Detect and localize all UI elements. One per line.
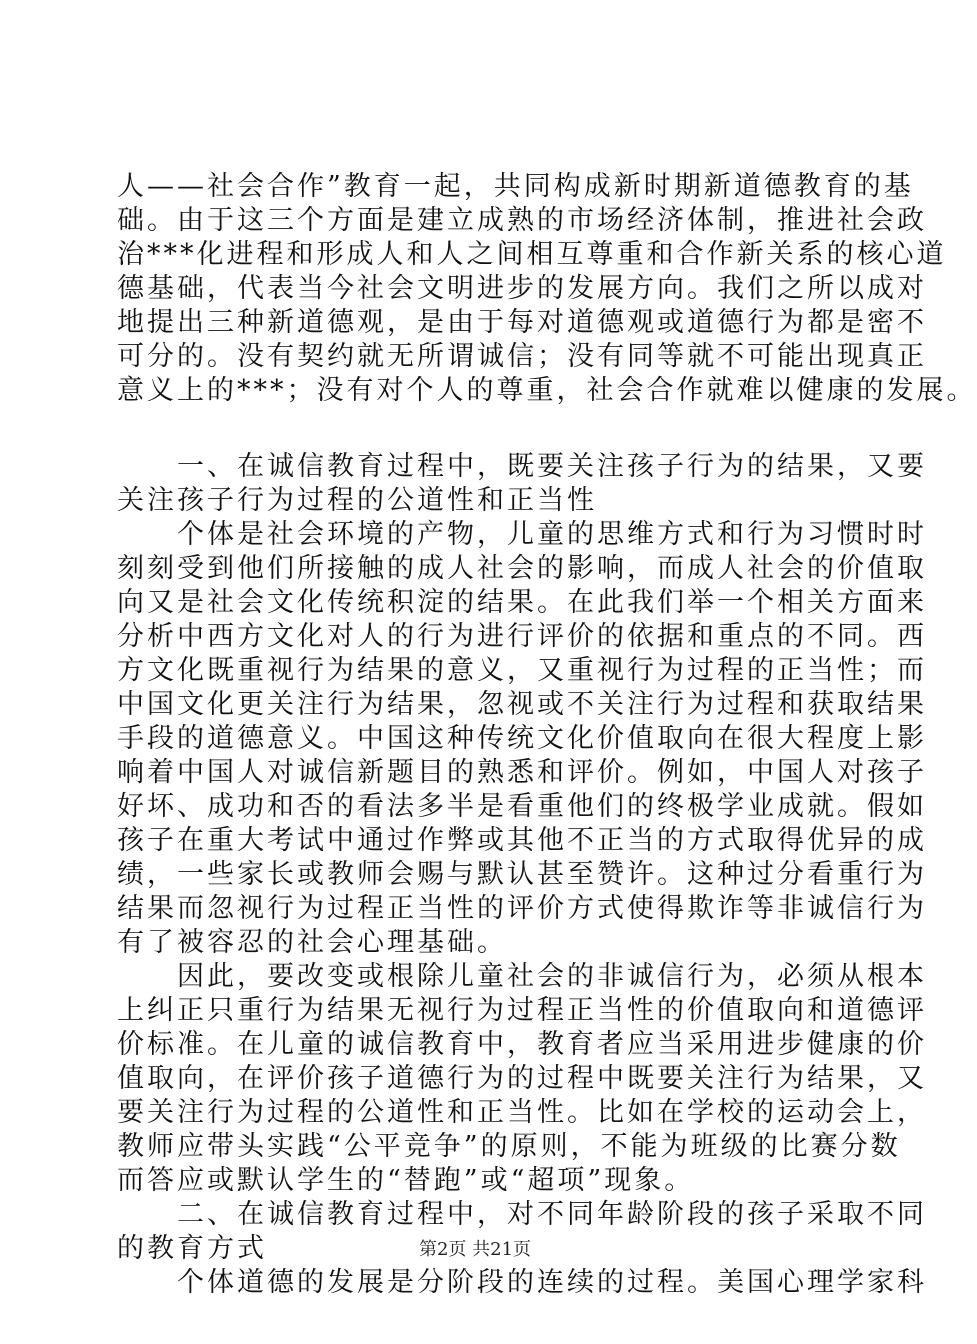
text-line: 价标准。在儿童的诚信教育中，教育者应当采用进步健康的价 xyxy=(117,1029,927,1060)
text-line: 因此，要改变或根除儿童社会的非诚信行为，必须从根本 xyxy=(117,961,927,992)
paragraph-gap xyxy=(117,408,842,450)
text-line: 绩，一些家长或教师会赐与默认甚至赞许。这种过分看重行为 xyxy=(117,859,927,890)
text-line: 教师应带头实践“公平竞争”的原则，不能为班级的比赛分数 xyxy=(117,1131,901,1162)
text-line: 向又是社会文化传统积淀的结果。在此我们举一个相关方面来 xyxy=(117,587,927,618)
text-line: 响着中国人对诚信新题目的熟悉和评价。例如，中国人对孩子 xyxy=(117,757,927,788)
text-line: 结果而忽视行为过程正当性的评价方式使得欺诈等非诚信行为 xyxy=(117,893,927,924)
text-line: 要关注行为过程的公道性和正当性。比如在学校的运动会上， xyxy=(117,1097,927,1128)
text-line: 地提出三种新道德观，是由于每对道德观或道德行为都是密不 xyxy=(117,307,927,338)
text-line: 可分的。没有契约就无所谓诚信；没有同等就不可能出现真正 xyxy=(117,341,927,372)
text-line: 德基础，代表当今社会文明进步的发展方向。我们之所以成对 xyxy=(117,273,927,304)
text-line: 个体是社会环境的产物，儿童的思维方式和行为习惯时时 xyxy=(117,519,927,550)
text-line: 而答应或默认学生的“替跑”或“超项”现象。 xyxy=(117,1165,695,1196)
page-number: 第2页 共21页 xyxy=(418,1239,532,1260)
text-line: 刻刻受到他们所接触的成人社会的影响，而成人社会的价值取 xyxy=(117,553,927,584)
text-line: 有了被容忍的社会心理基础。 xyxy=(117,927,507,958)
body-text xyxy=(117,170,977,1300)
text-line: 治***化进程和形成人和人之间相互尊重和合作新关系的核心道 xyxy=(117,239,947,270)
text-line: 个体道德的发展是分阶段的连续的过程。美国心理学家科 xyxy=(117,1267,927,1298)
section-heading-line: 的教育方式 xyxy=(117,1233,267,1264)
text-line: 人——社会合作”教育一起，共同构成新时期新道德教育的基 xyxy=(117,171,914,202)
text-line: 上纠正只重行为结果无视行为过程正当性的价值取向和道德评 xyxy=(117,995,927,1026)
text-line: 值取向，在评价孩子道德行为的过程中既要关注行为结果，又 xyxy=(117,1063,927,1094)
text-line: 方文化既重视行为结果的意义，又重视行为过程的正当性；而 xyxy=(117,655,927,686)
section-heading-line: 二、在诚信教育过程中，对不同年龄阶段的孩子采取不同 xyxy=(117,1199,927,1230)
section-heading-line: 一、在诚信教育过程中，既要关注孩子行为的结果，又要 xyxy=(117,451,927,482)
text-line: 意义上的***；没有对个人的尊重，社会合作就难以健康的发展。 xyxy=(117,375,977,406)
text-line: 手段的道德意义。中国这种传统文化价值取向在很大程度上影 xyxy=(117,723,927,754)
text-line: 础。由于这三个方面是建立成熟的市场经济体制，推进社会政 xyxy=(117,205,927,236)
text-line: 分析中西方文化对人的行为进行评价的依据和重点的不同。西 xyxy=(117,621,927,652)
section-heading-line: 关注孩子行为过程的公道性和正当性 xyxy=(117,485,597,516)
text-line: 中国文化更关注行为结果，忽视或不关注行为过程和获取结果 xyxy=(117,689,927,720)
text-line: 好坏、成功和否的看法多半是看重他们的终极学业成就。假如 xyxy=(117,791,927,822)
text-line: 孩子在重大考试中通过作弊或其他不正当的方式取得优异的成 xyxy=(117,825,927,856)
